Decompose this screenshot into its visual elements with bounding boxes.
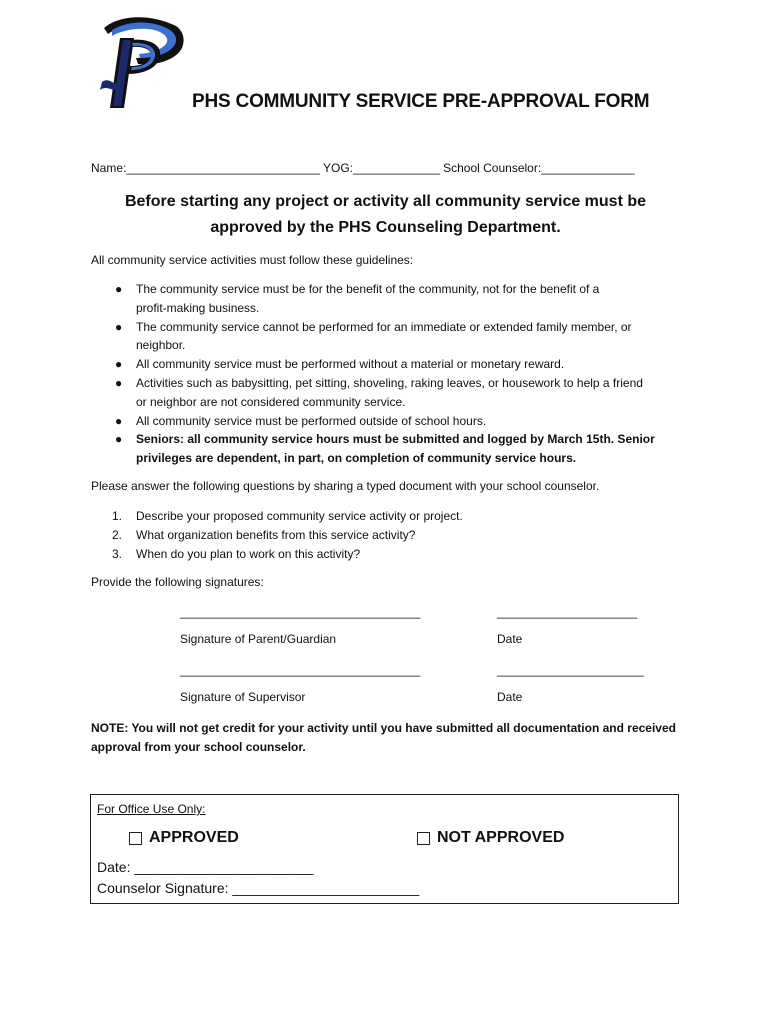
approved-option[interactable] — [129, 829, 239, 847]
not-approved-checkbox[interactable] — [417, 832, 430, 845]
signatures-intro: Provide the following signatures: — [91, 575, 264, 589]
office-date-field[interactable]: Date: _______________________ — [97, 859, 314, 875]
counselor-signature-field[interactable]: Counselor Signature: ________________________ — [97, 880, 420, 896]
question-text: Describe your proposed community service activity or project. — [136, 509, 463, 523]
approval-heading — [91, 189, 680, 241]
supervisor-date-label: Date — [497, 690, 523, 704]
guidelines-intro: All community service activities must follow these guidelines: — [91, 253, 414, 267]
bullet-icon: ● — [115, 375, 123, 390]
question-number: 1. — [112, 509, 123, 523]
parent-signature-label: Signature of Parent/Guardian — [180, 632, 337, 646]
list-item — [91, 280, 681, 318]
parent-date-line[interactable]: _____________________ — [497, 605, 638, 619]
questions-intro: Please answer the following questions by sharing a typed document with your school counselor. — [91, 479, 600, 493]
office-use-title: For Office Use Only: — [97, 802, 206, 816]
not-approved-option[interactable] — [417, 829, 564, 847]
parent-signature-line[interactable]: ____________________________________ — [180, 605, 421, 619]
guideline-text: The community service must be for the benefit of the community, not for the benefit of a — [136, 282, 600, 296]
student-info-fields[interactable]: Name:_____________________________ YOG:_____________ School Counselor:______________ — [91, 161, 635, 175]
bullet-icon: ● — [115, 432, 123, 447]
list-item — [91, 526, 463, 545]
bullet-icon: ● — [115, 357, 123, 372]
question-number: 2. — [112, 528, 123, 542]
list-item — [91, 545, 463, 564]
guideline-text: profit-making business. — [136, 300, 260, 315]
approval-heading-line-1: Before starting any project or activity all community service must be — [124, 193, 647, 210]
phs-logo — [90, 12, 190, 112]
guideline-text: Seniors: all community service hours must be submitted and logged by March 15th. Senior — [136, 432, 655, 447]
guideline-text: Activities such as babysitting, pet sitting, shoveling, raking leaves, or housework to help a friend — [136, 375, 643, 390]
question-text: When do you plan to work on this activity? — [136, 547, 361, 561]
guideline-text: All community service must be performed without a material or monetary reward. — [136, 357, 565, 372]
supervisor-signature-line[interactable]: ____________________________________ — [180, 663, 421, 677]
form-title: PHS COMMUNITY SERVICE PRE-APPROVAL FORM — [192, 91, 650, 112]
question-text: What organization benefits from this service activity? — [136, 528, 416, 542]
guidelines-list — [91, 280, 681, 468]
guideline-text: neighbor. — [136, 338, 186, 353]
guideline-text: All community service must be performed outside of school hours. — [136, 413, 487, 428]
credit-note: NOTE: You will not get credit for your activity until you have submitted all documentation and received approval from your school counselor. — [91, 721, 676, 754]
supervisor-signature-label: Signature of Supervisor — [180, 690, 306, 704]
bullet-icon: ● — [115, 413, 123, 428]
guideline-text: The community service cannot be performed for an immediate or extended family member, or — [136, 319, 632, 334]
parent-date-label: Date — [497, 632, 523, 646]
list-item — [91, 374, 681, 412]
guideline-text: privileges are dependent, in part, on completion of community service hours. — [136, 451, 577, 466]
approval-heading-line-2: approved by the PHS Counseling Department. — [210, 219, 561, 236]
list-item — [91, 412, 681, 431]
bullet-icon: ● — [115, 282, 123, 296]
approved-label: APPROVED — [149, 829, 239, 846]
list-item — [91, 355, 681, 374]
list-item — [91, 318, 681, 356]
guideline-text: or neighbor are not considered community service. — [136, 394, 406, 409]
questions-list — [91, 507, 463, 564]
approved-checkbox[interactable] — [129, 832, 142, 845]
office-use-box — [90, 794, 679, 904]
supervisor-date-line[interactable]: ______________________ — [497, 663, 644, 677]
list-item — [91, 430, 681, 468]
not-approved-label: NOT APPROVED — [437, 829, 565, 846]
bullet-icon: ● — [115, 319, 123, 334]
list-item — [91, 507, 463, 526]
question-number: 3. — [112, 547, 123, 561]
